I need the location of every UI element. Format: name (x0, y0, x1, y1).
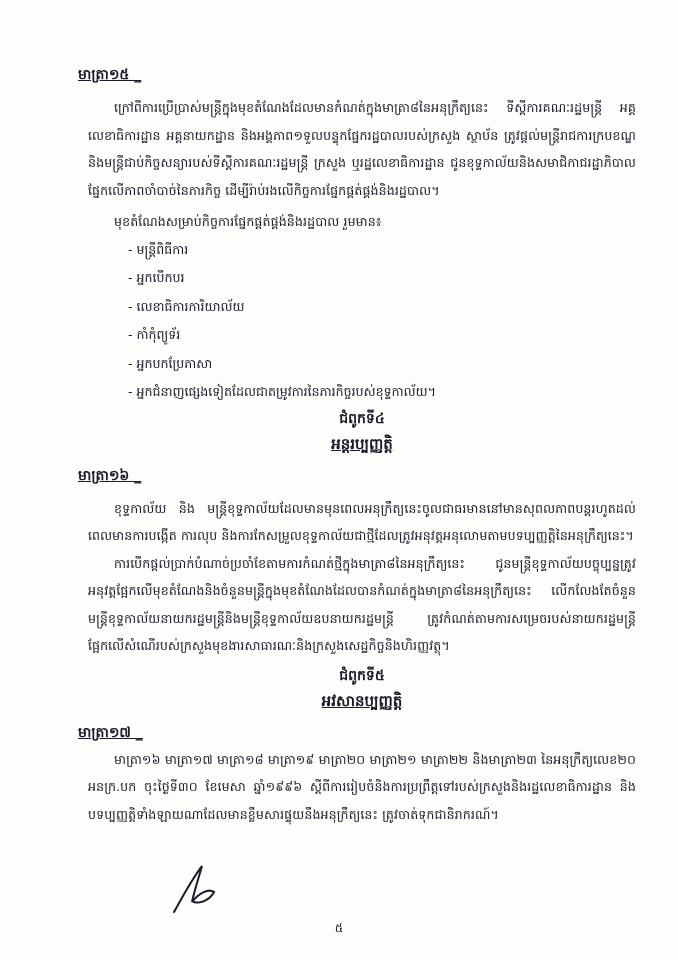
position-list (88, 236, 636, 407)
list-item: - អ្នកបើកបរ (128, 270, 185, 285)
page-number: ៥ (334, 921, 344, 935)
article-16-paragraph-2: ការបើកផ្តល់ប្រាក់បំណាច់ប្រចាំខែតាមការកំណត់ថ្មីក្នុងមាត្រា៨នៃអនុក្រឹត្យនេះ ជូនមន្ត្រីខុទ្ទកាល័យបច្ចុប្បន្នត្រូវអនុវត្តផ្អែកលើមុខតំណែងនិងចំនួនមន្ត្រីក្នុងមុខតំណែងដែលបានកំណត់ក្នុងមាត្រា៨នៃអនុក្រឹត្យនេះ លើកលែងតែចំនួនមន្ត្រីខុទ្ទកាល័យនាយករដ្ឋមន្ត្រីនិងមន្ត្រីខុទ្ទកាល័យឧបនាយករដ្ឋមន្ត្រី ត្រូវកំណត់តាមការសម្រេចរបស់នាយករដ្ឋមន្ត្រីផ្អែកលើសំណើរបស់ក្រសួងមុខងារសាធារណៈនិងក្រសួងសេដ្ឋកិច្ចនិងហិរញ្ញវត្ថុ។ (88, 555, 636, 653)
chapter-5-title: អវសានប្បញ្ញត្តិ (321, 691, 403, 710)
list-item: - លេខាធិការការិយាល័យ (128, 298, 245, 314)
chapter-4-label: ជំពូកទី៤ (339, 410, 385, 427)
list-item: - អ្នកជំនាញផ្សេងទៀតដែលជាតម្រូវការនៃភារកិច្ចរបស់ខុទ្ទកាល័យ។ (128, 384, 436, 399)
chapter-5-label: ជំពូកទី៥ (339, 667, 385, 684)
article-15-heading: មាត្រា១៥ _ (78, 67, 142, 83)
list-item: - កាំកុំព្យូទ័រ (128, 327, 181, 342)
initials-signature-mark (168, 858, 222, 916)
document-body (78, 62, 636, 828)
article-16-paragraph-1: ខុទ្ទកាល័យ និង មន្ត្រីខុទ្ទកាល័យដែលមានមុនពេលអនុក្រឹត្យនេះចូលជាធរមាននៅមានសុពលភាពបន្តរហូតដល់ពេលមានការបង្កើត ការលុប និងការកែសម្រួលខុទ្ទកាល័យជាថ្មីដែលត្រូវអនុវត្តអនុលោមតាមបទប្បញ្ញត្តិនៃអនុក្រឹត្យនេះ។ (88, 500, 636, 543)
list-item: - មន្ត្រីពិធីការ (128, 241, 189, 257)
chapter-4-title: អន្តរប្បញ្ញត្តិ (331, 434, 393, 453)
article-17-heading: មាត្រា១៧ _ (78, 724, 143, 741)
list-item: - អ្នកបកប្រែភាសា (128, 355, 213, 371)
article-15-paragraph-2: មុខតំណែងសម្រាប់កិច្ចការផ្នែកផ្គត់ផ្គង់និងរដ្ឋបាល រួមមាន៖ (114, 214, 382, 229)
article-17-paragraph-1: មាត្រា១៦ មាត្រា១៧ មាត្រា១៨ មាត្រា១៩ មាត្រា២០ មាត្រា២១ មាត្រា២២ និងមាត្រា២៣ នៃអនុក្រឹត្យលេខ២០ អនក្រ.បក ចុះថ្ងៃទី៣០ ខែមេសា ឆ្នាំ១៩៩៦ ស្តីពីការរៀបចំនិងការប្រព្រឹត្តទៅរបស់ក្រសួងនិងរដ្ឋលេខាធិការដ្ឋាន និង បទប្បញ្ញត្តិទាំងឡាយណាដែលមានខ្លឹមសារផ្ទុយនឹងអនុក្រឹត្យនេះ ត្រូវចាត់ទុកជានិរាករណ៍។ (88, 751, 636, 822)
article-15-paragraph-1: ក្រៅពីការប្រើប្រាស់មន្ត្រីក្នុងមុខតំណែងដែលមានកំណត់ក្នុងមាត្រា៨នៃអនុក្រឹត្យនេះ ទីស្តីការគណៈរដ្ឋមន្ត្រី អគ្គលេខាធិការដ្ឋាន អគ្គនាយកដ្ឋាន និងអង្គភាព១ទួលបន្ទុកផ្នែករដ្ឋបាលរបស់ក្រសួង ស្ថាប័ន ត្រូវផ្តល់មន្ត្រីរាជការក្របខណ្ឌនិងមន្ត្រីជាប់កិច្ចសន្យារបស់ទីស្តីការគណៈរដ្ឋមន្ត្រី ក្រសួង ឬរដ្ឋលេខាធិការដ្ឋាន ជូនខុទ្ទកាល័យនិងសមាជិកាជរដ្ឋាភិបាលផ្នែកលើភាពចាំបាច់នៃភារកិច្ច ដើម្បីរ៉ាប់រងលើកិច្ចការផ្នែកផ្គត់ផ្គង់និងរដ្ឋបាល។ (88, 100, 636, 198)
article-16-heading: មាត្រា១៦ _ (78, 467, 142, 484)
